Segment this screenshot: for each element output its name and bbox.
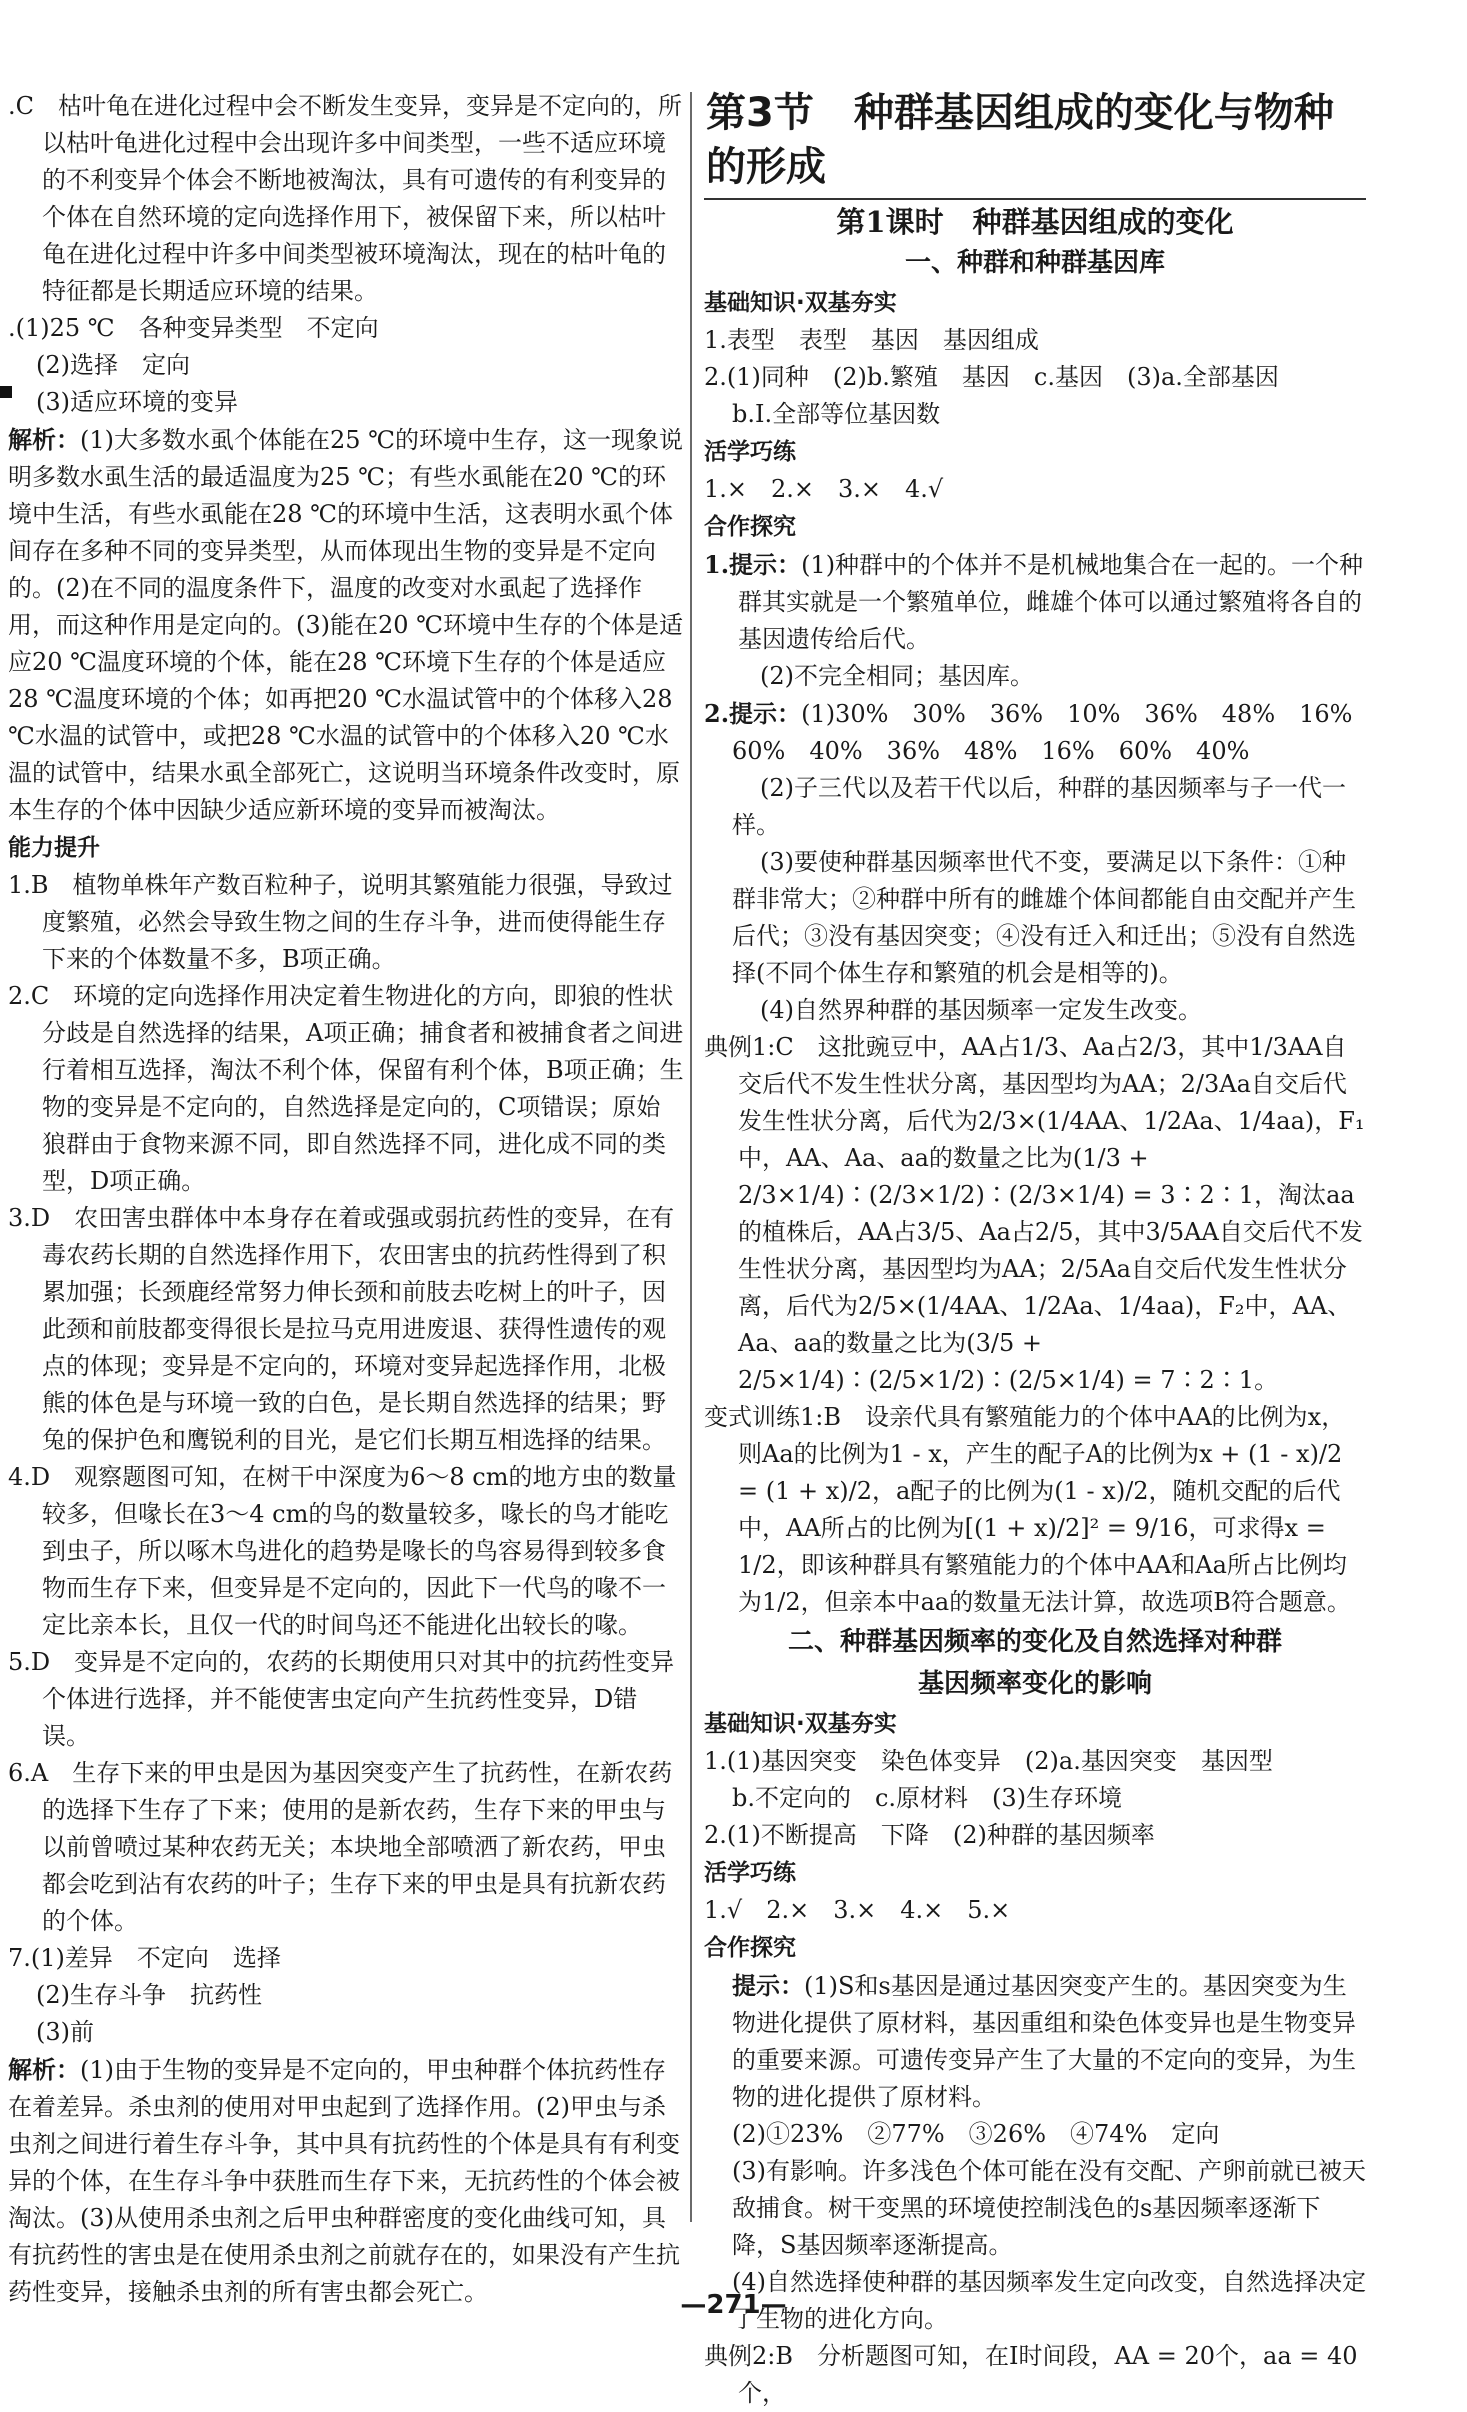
- answer-item: 1.B 植物单株年产数百粒种子，说明其繁殖能力很强，导致过度繁殖，必然会导致生物之间的生存斗争，进而使得能生存下来的个体数量不多，B项正确。: [8, 871, 673, 973]
- answer-line: (2)不完全相同；基因库。: [760, 662, 1034, 690]
- analysis-paragraph: [8, 421, 684, 829]
- section-heading: 活学巧练: [704, 1860, 796, 1886]
- answer-line: (2)①23% ②77% ③26% ④74% 定向: [732, 2120, 1220, 2148]
- section-title: 第3节 种群基因组成的变化与物种的形成: [706, 90, 1334, 190]
- analysis-paragraph: [8, 2051, 684, 2311]
- answer-line: 1.√ 2.× 3.× 4.× 5.×: [704, 1896, 1011, 1924]
- hint-label: 1.提示：: [704, 550, 802, 579]
- analysis-text: (1)大多数水虱个体能在25 ℃的环境中生存，这一现象说明多数水虱生活的最适温度为25 ℃；有些水虱能在20 ℃的环境中生活，有些水虱能在28 ℃的环境中生活，这表明水虱个体间存在多种不同的变异类型，从而体现出生物的变异是不定向的。(2)在不同的温度条件下，温度的改变对水虱起了选择作用，而这种作用是定向的。(3)能在20 ℃环境中生存的个体是适应20 ℃温度环境的个体，能在28 ℃环境下生存的个体是适应28 ℃温度环境的个体；如再把20 ℃水温试管中的个体移入28 ℃水温的试管中，或把28 ℃水温的试管中的个体移入20 ℃水温的试管中，结果水虱全部死亡，这说明当环境条件改变时，原本生存的个体中因缺少适应新环境的变异而被淘汰。: [8, 426, 684, 824]
- answer-line: 60% 40% 36% 48% 16% 60% 40%: [732, 737, 1250, 765]
- answer-line: b.不定向的 c.原材料 (3)生存环境: [732, 1784, 1123, 1812]
- answer-line: (3)前: [36, 2018, 94, 2046]
- section-heading: 能力提升: [8, 835, 100, 861]
- analysis-label: 解析：: [8, 425, 80, 454]
- answer-line: b.Ⅰ.全部等位基因数: [732, 400, 941, 428]
- section-heading: 合作探究: [704, 1935, 796, 1961]
- lesson-title: 第1课时 种群基因组成的变化: [704, 198, 1366, 242]
- answer-line: .(1)25 ℃ 各种变异类型 不定向: [8, 314, 379, 342]
- hint-text: (1)种群中的个体并不是机械地集合在一起的。一个种群其实就是一个繁殖单位，雌雄个体可以通过繁殖将各自的基因遗传给后代。: [738, 551, 1364, 653]
- section-heading: 合作探究: [704, 514, 796, 540]
- right-column: [704, 86, 1366, 2412]
- example-paragraph: 典例2:B 分析题图可知，在Ⅰ时间段，AA = 20个，aa = 40个，: [704, 2342, 1358, 2407]
- column-divider: [690, 92, 692, 2222]
- part-heading: 基因频率变化的影响: [917, 1669, 1152, 1699]
- page-number: —271—: [680, 2290, 787, 2320]
- answer-item: 4.D 观察题图可知，在树干中深度为6～8 cm的地方虫的数量较多，但喙长在3～4 cm的鸟的数量较多，喙长的鸟才能吃到虫子，所以啄木鸟进化的趋势是喙长的鸟容易得到较多食物而生存下来，但变异是不定向的，因此下一代鸟的喙不一定比亲本长，且仅一代的时间鸟还不能进化出较长的喙。: [8, 1463, 677, 1639]
- answer-line: (2)选择 定向: [36, 351, 190, 379]
- hint-text: (1)S和s基因是通过基因突变产生的。基因突变为生物进化提供了原材料，基因重组和染色体变异也是生物变异的重要来源。可遗传变异产生了大量的不定向的变异，为生物的进化提供了原材料。: [732, 1972, 1356, 2111]
- hint-paragraph: [704, 695, 1366, 733]
- analysis-label: 解析：: [8, 2055, 80, 2084]
- hint-label: 提示：: [732, 1971, 804, 2000]
- answer-line: 1.× 2.× 3.× 4.√: [704, 475, 944, 503]
- analysis-text: (1)由于生物的变异是不定向的，甲虫种群个体抗药性存在着差异。杀虫剂的使用对甲虫起到了选择作用。(2)甲虫与杀虫剂之间进行着生存斗争，其中具有抗药性的个体是具有有利变异的个体，在生存斗争中获胜而生存下来，无抗药性的个体会被淘汰。(3)从使用杀虫剂之后甲虫种群密度的变化曲线可知，具有抗药性的害虫是在使用杀虫剂之前就存在的，如果没有产生抗药性变异，接触杀虫剂的所有害虫都会死亡。: [8, 2056, 680, 2306]
- answer-paragraph: (2)子三代以及若干代以后，种群的基因频率与子一代一样。: [732, 774, 1346, 839]
- hint-text: (1)30% 30% 36% 10% 36% 48% 16%: [801, 700, 1353, 728]
- answer-item: 6.A 生存下来的甲虫是因为基因突变产生了抗药性，在新农药的选择下生存了下来；使用的是新农药，生存下来的甲虫与以前曾喷过某种农药无关；本块地全部喷洒了新农药，甲虫都会吃到沾有农药的叶子；生存下来的甲虫是具有抗新农药的个体。: [8, 1759, 673, 1935]
- hint-paragraph: [704, 546, 1366, 658]
- answer-item: 3.D 农田害虫群体中本身存在着或强或弱抗药性的变异，在有毒农药长期的自然选择作用下，农田害虫的抗药性得到了积累加强；长颈鹿经常努力伸长颈和前肢去吃树上的叶子，因此颈和前肢都变得很长是拉马克用进废退、获得性遗传的观点的体现；变异是不定向的，环境对变异起选择作用，北极熊的体色是与环境一致的白色，是长期自然选择的结果；野兔的保护色和鹰锐利的目光，是它们长期互相选择的结果。: [8, 1204, 675, 1454]
- answer-paragraph: .C 枯叶龟在进化过程中会不断发生变异，变异是不定向的，所以枯叶龟进化过程中会出现许多中间类型，一些不适应环境的不利变异个体会不断地被淘汰，具有可遗传的有利变异的个体在自然环境的定向选择作用下，被保留下来，所以枯叶龟在进化过程中许多中间类型被环境淘汰，现在的枯叶龟的特征都是长期适应环境的结果。: [8, 92, 682, 305]
- section-heading: 活学巧练: [704, 439, 796, 465]
- answer-paragraph: (3)有影响。许多浅色个体可能在没有交配、产卵前就已被天敌捕食。树干变黑的环境使控制浅色的s基因频率逐渐下降，S基因频率逐渐提高。: [732, 2157, 1366, 2259]
- answer-paragraph: (3)要使种群基因频率世代不变，要满足以下条件：①种群非常大；②种群中所有的雌雄个体间都能自由交配并产生后代；③没有基因突变；④没有迁入和迁出；⑤没有自然选择(不同个体生存和繁殖的机会是相等的)。: [732, 848, 1356, 987]
- section-heading: 基础知识·双基夯实: [704, 1711, 897, 1737]
- answer-paragraph: (4)自然界种群的基因频率一定发生改变。: [760, 996, 1202, 1024]
- answer-paragraph: (4)自然选择使种群的基因频率发生定向改变，自然选择决定了生物的进化方向。: [732, 2268, 1366, 2333]
- answer-line: 1.表型 表型 基因 基因组成: [704, 326, 1039, 354]
- answer-item: 2.C 环境的定向选择作用决定着生物进化的方向，即狼的性状分歧是自然选择的结果，A项正确；捕食者和被捕食者之间进行着相互选择，淘汰不利个体，保留有利个体，B项正确；生物的变异是不定向的，自然选择是定向的，C项错误；原始狼群由于食物来源不同，即自然选择不同，进化成不同的类型，D项正确。: [8, 982, 684, 1195]
- answer-line: (2)生存斗争 抗药性: [36, 1981, 262, 2009]
- answer-line: 1.(1)基因突变 染色体变异 (2)a.基因突变 基因型: [704, 1747, 1273, 1775]
- part-heading: 二、种群基因频率的变化及自然选择对种群: [787, 1627, 1282, 1657]
- example-paragraph: 典例1:C 这批豌豆中，AA占1/3、Aa占2/3，其中1/3AA自交后代不发生性状分离，基因型均为AA；2/3Aa自交后代发生性状分离，后代为2/3×(1/4AA、1/2Aa、1/4aa)，F₁中，AA、Aa、aa的数量之比为(1/3 + 2/3×1/4)∶(2/3×1/2)∶(2/3×1/4) = 3∶2∶1，淘汰aa的植株后，AA占3/5、Aa占2/5，其中3/5AA自交后代不发生性状分离，基因型均为AA；2/5Aa自交后代发生性状分离，后代为2/5×(1/4AA、1/2Aa、1/4aa)，F₂中，AA、Aa、aa的数量之比为(3/5 + 2/5×1/4)∶(2/5×1/2)∶(2/5×1/4) = 7∶2∶1。: [704, 1033, 1365, 1394]
- hint-label: 2.提示：: [704, 699, 802, 728]
- answer-line: 2.(1)同种 (2)b.繁殖 基因 c.基因 (3)a.全部基因: [704, 363, 1279, 391]
- answer-line: 2.(1)不断提高 下降 (2)种群的基因频率: [704, 1821, 1155, 1849]
- hint-paragraph: [704, 1967, 1366, 2116]
- variant-training-paragraph: 变式训练1:B 设亲代具有繁殖能力的个体中AA的比例为x，则Aa的比例为1 - x，产生的配子A的比例为x + (1 - x)/2 = (1 + x)/2，a配子的比例为(1 - x)/2，随机交配的后代中，AA所占的比例为[(1 + x)/2]² = 9/16，可求得x = 1/2，即该种群具有繁殖能力的个体中AA和Aa所占比例均为1/2，但亲本中aa的数量无法计算，故选项B符合题意。: [704, 1403, 1351, 1616]
- answer-line: (3)适应环境的变异: [36, 388, 238, 416]
- part-heading: 一、种群和种群基因库: [904, 248, 1165, 278]
- answer-line: 7.(1)差异 不定向 选择: [8, 1944, 281, 1972]
- answer-item: 5.D 变异是不定向的，农药的长期使用只对其中的抗药性变异个体进行选择，并不能使害虫定向产生抗药性变异，D错误。: [8, 1648, 675, 1750]
- left-column: [8, 88, 684, 2311]
- section-heading: 基础知识·双基夯实: [704, 290, 897, 316]
